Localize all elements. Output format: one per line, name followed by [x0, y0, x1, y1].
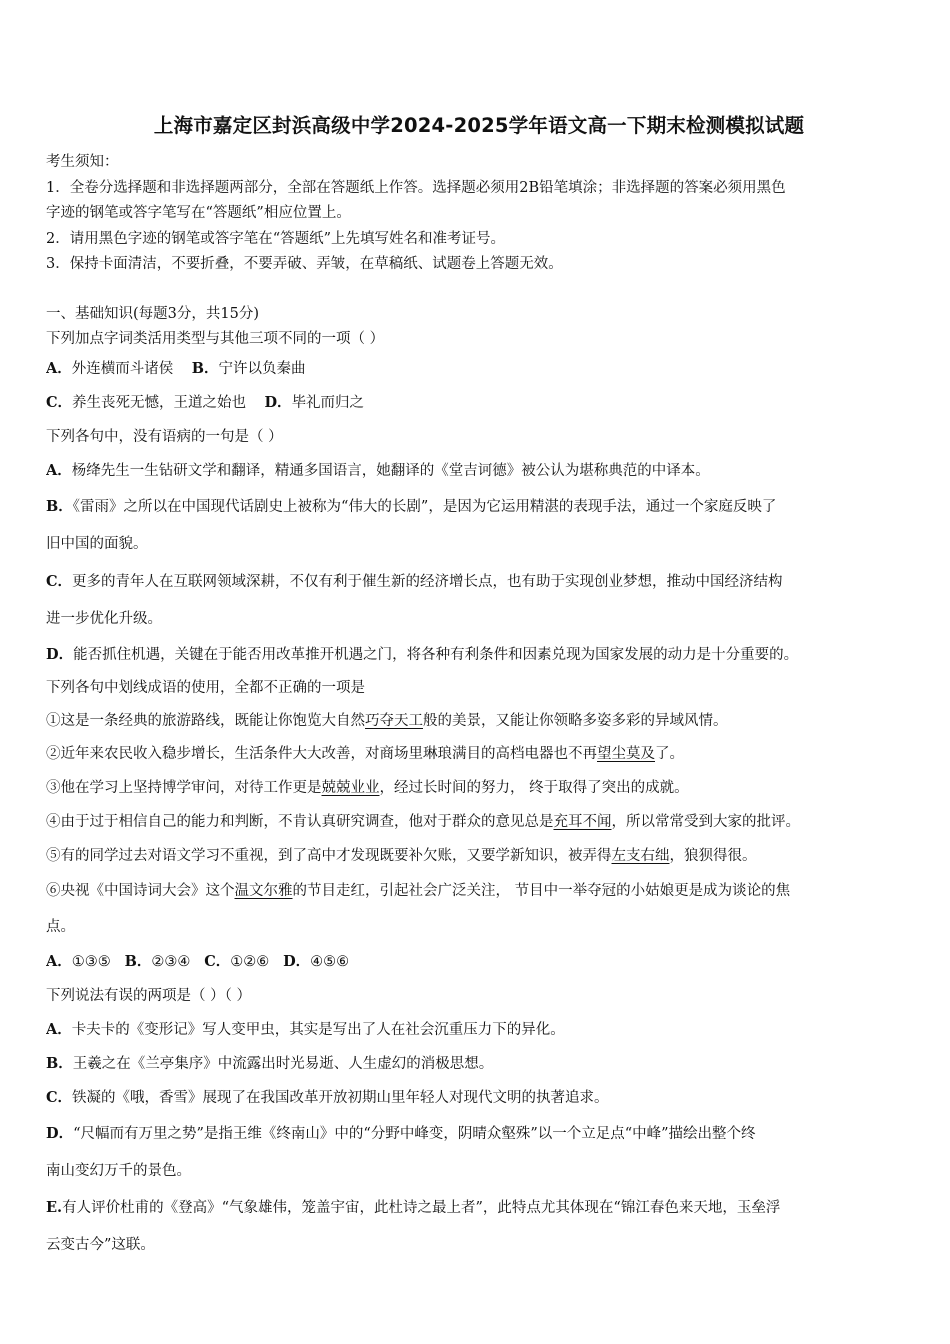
q1-option-d-text: 毕礼而归之 [291, 394, 365, 411]
notice-item: 2．请用黑色字迹的钢笔或答字笔在“答题纸”上先填写姓名和准考证号。 [46, 230, 506, 247]
q2-option-c-text: 更多的青年人在互联网领域深耕，不仅有利于催生新的经济增长点，也有助于实现创业梦想，推动中国经济结构 [72, 573, 783, 590]
q3-s1-idiom: 巧夺天工 [365, 712, 423, 729]
q1-option-c-label: C． [46, 393, 73, 411]
q3-option-c-label: C． [204, 952, 231, 970]
q2-stem: 下列各句中，没有语病的一句是（ ） [46, 428, 283, 445]
q4-option-c-text: 铁凝的《哦，香雪》展现了在我国改革开放初期山里年轻人对现代文明的执著追求。 [72, 1089, 609, 1106]
q3-sentence-6-cont: 点。 [46, 918, 75, 935]
q2-option-d-label: D． [46, 645, 74, 663]
q4-option-e-text: 有人评价杜甫的《登高》“气象雄伟，笼盖宇宙，此杜诗之最上者”，此特点尤其体现在“锦江春色来天地，玉垒浮 [62, 1199, 781, 1216]
q2-option-b [46, 488, 912, 526]
q3-option-a-label: A． [46, 952, 72, 970]
q3-s1-text-end: 般的美景，又能让你领略多姿多彩的异域风情。 [423, 712, 728, 729]
q2-option-b-text: 《雷雨》之所以在中国现代话剧史上被称为“伟大的长剧”，是因为它运用精湛的表现手法，通过一个家庭反映了 [72, 498, 777, 515]
q4-option-b-label: B． [46, 1054, 73, 1072]
q3-s1-text: ①这是一条经典的旅游路线，既能让你饱览大自然 [46, 712, 365, 729]
q4-option-c [46, 1081, 912, 1115]
q4-option-a-text: 卡夫卡的《变形记》写人变甲虫，其实是写出了人在社会沉重压力下的异化。 [71, 1021, 565, 1038]
q3-option-b-text: ②③④ [151, 953, 191, 970]
q3-option-a-text: ①③⑤ [71, 953, 111, 970]
q3-s6-text: ⑥央视《中国诗词大会》这个 [46, 882, 235, 899]
q4-option-d [46, 1115, 912, 1153]
spacer [46, 278, 912, 302]
q3-s4-idiom: 充耳不闻 [553, 813, 612, 830]
q4-option-e-cont: 云变古今”这联。 [46, 1236, 155, 1253]
q3-s2-text: ②近年来农民收入稳步增长，生活条件大大改善，对商场里琳琅满目的高档电器也不再 [46, 745, 597, 762]
q3-s3-text: ③他在学习上坚持博学审问，对待工作更是 [46, 779, 322, 796]
q3-s6-idiom: 温文尔雅 [234, 882, 293, 899]
q4-option-c-label: C． [46, 1088, 73, 1106]
q4-option-b-text: 王羲之在《兰亭集序》中流露出时光易逝、人生虚幻的消极思想。 [72, 1055, 494, 1072]
q3-stem: 下列各句中划线成语的使用，全都不正确的一项是 [46, 679, 365, 696]
q3-s5-text: ⑤有的同学过去对语文学习不重视，到了高中才发现既要补欠账，又要学新知识，被弄得 [46, 847, 612, 864]
q4-option-a-label: A． [46, 1020, 72, 1038]
q3-option-c-text: ①②⑥ [230, 953, 270, 970]
q3-s4-text: ④由于过于相信自己的能力和判断，不肯认真研究调查，他对于群众的意见总是 [46, 813, 554, 830]
q3-sentence-1 [46, 704, 912, 738]
notice-heading: 考生须知： [46, 154, 119, 170]
q3-s4-text-end: ，所以常常受到大家的批评。 [611, 813, 800, 830]
q4-stem: 下列说法有误的两项是（ ）（ ） [46, 987, 251, 1004]
q1-option-b-text: 宁许以负秦曲 [218, 360, 306, 377]
q3-option-d-label: D． [283, 952, 311, 970]
q1-option-d-label: D． [264, 393, 292, 411]
notice-item: 字迹的钢笔或答字笔写在“答题纸”相应位置上。 [46, 205, 351, 221]
q2-option-c-cont: 进一步优化升级。 [46, 610, 162, 627]
q1-options-cd [46, 386, 912, 420]
q2-option-b-cont: 旧中国的面貌。 [46, 535, 148, 552]
q1-option-a-label: A． [46, 359, 72, 377]
notice-item: 3．保持卡面清洁，不要折叠，不要弄破、弄皱，在草稿纸、试题卷上答题无效。 [46, 256, 563, 272]
q4-option-e [46, 1189, 912, 1227]
q3-s2-idiom: 望尘莫及 [597, 745, 655, 762]
q3-option-b-label: B． [124, 952, 152, 970]
q3-sentence-3 [46, 771, 912, 805]
q1-option-a-text: 外连横而斗诸侯 [71, 360, 174, 377]
q3-s3-idiom: 兢兢业业 [321, 779, 380, 796]
q4-option-d-label: D． [46, 1124, 74, 1142]
q3-s6-text-end: 的节目走红，引起社会广泛关注， 节目中一举夺冠的小姑娘更是成为谈论的焦 [292, 882, 791, 899]
section-heading: 一、基础知识(每题3分，共15分) [46, 305, 259, 322]
q3-s5-idiom: 左支右绌 [611, 847, 670, 864]
q1-stem: 下列加点字词类活用类型与其他三项不同的一项（ ） [46, 330, 385, 347]
q3-s2-text-end: 了。 [655, 745, 684, 762]
q3-options [46, 945, 912, 979]
q3-sentence-4 [46, 805, 912, 839]
q4-option-a [46, 1013, 912, 1047]
exam-title: 上海市嘉定区封浜高级中学2024-2025学年语文高一下期末检测模拟试题 [153, 114, 805, 137]
q2-option-a-label: A． [46, 461, 72, 479]
q2-option-a [46, 454, 912, 488]
q3-sentence-5 [46, 839, 912, 873]
q2-option-c-label: C． [46, 572, 73, 590]
q4-option-e-label: E. [46, 1198, 63, 1216]
q2-option-c [46, 563, 912, 601]
candidate-notice [46, 150, 912, 278]
q1-options-ab [46, 352, 912, 386]
q3-s3-text-end: ，经过长时间的努力， 终于取得了突出的成就。 [379, 779, 689, 796]
notice-item: 1．全卷分选择题和非选择题两部分，全部在答题纸上作答。选择题必须用2B铅笔填涂；非选择题的答案必须用黑色 [46, 179, 786, 196]
q1-option-b-label: B． [191, 359, 219, 377]
q3-sentence-2 [46, 738, 912, 771]
q2-option-b-label: B． [46, 497, 73, 515]
q2-option-a-text: 杨绛先生一生钻研文学和翻译，精通多国语言，她翻译的《堂吉诃德》被公认为堪称典范的中译本。 [71, 462, 710, 479]
q3-option-d-text: ④⑤⑥ [310, 953, 350, 970]
q2-option-d-text: 能否抓住机遇，关键在于能否用改革推开机遇之门，将各种有利条件和因素兑现为国家发展的动力是十分重要的。 [73, 646, 799, 663]
q3-sentence-6 [46, 873, 912, 909]
q3-s5-text-end: ，狼狈得很。 [669, 847, 757, 864]
q2-option-d [46, 638, 912, 672]
q4-option-d-cont: 南山变幻万千的景色。 [46, 1162, 191, 1179]
q1-option-c-text: 养生丧死无憾，王道之始也 [72, 394, 247, 411]
q4-option-b [46, 1047, 912, 1081]
q4-option-d-text: “尺幅而有万里之势”是指王维《终南山》中的“分野中峰变，阴晴众壑殊”以一个立足点“中峰”描绘出整个终 [73, 1125, 756, 1142]
